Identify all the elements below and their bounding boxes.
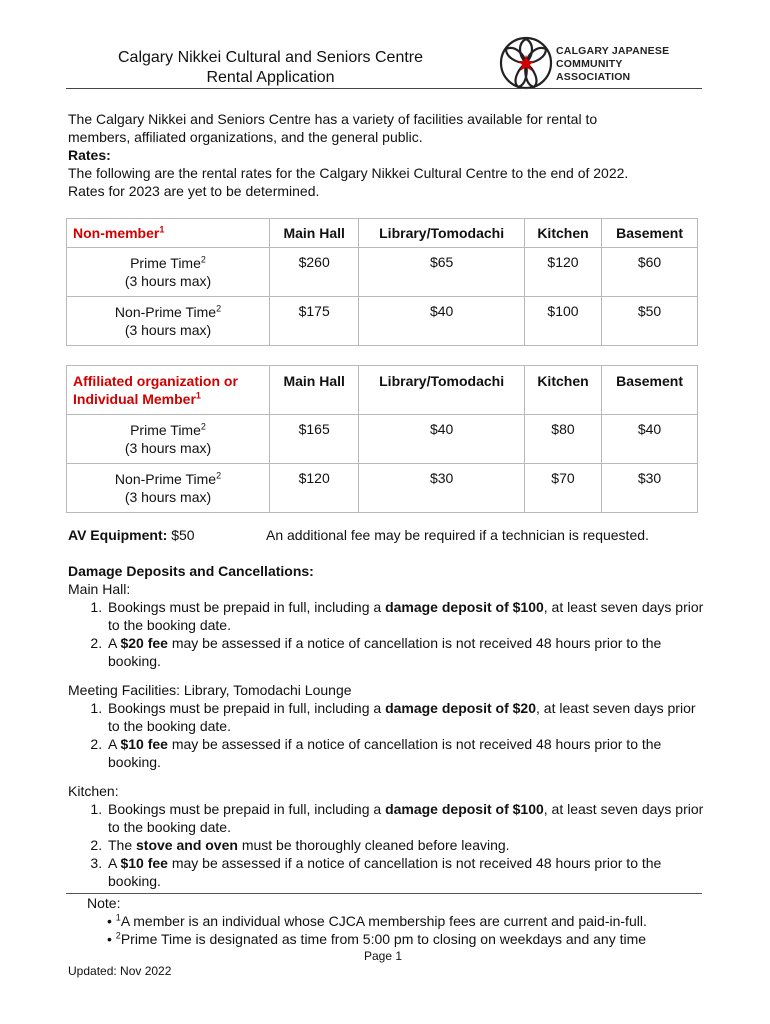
- column-header: Library/Tomodachi: [359, 366, 525, 415]
- footnote-ref: 2: [216, 470, 222, 481]
- row-label-cell: [67, 297, 270, 346]
- nonmember-rates-table: [66, 218, 698, 346]
- intro-line-3: The following are the rental rates for the Calgary Nikkei Cultural Centre to the end of 2022.: [68, 165, 629, 181]
- price-cell: $60: [602, 248, 698, 297]
- item-text: may be assessed if a notice of cancellation is not received 48 hours prior to the booking.: [108, 736, 662, 770]
- list-item: [106, 598, 708, 634]
- footnote-ref: 1: [195, 390, 201, 401]
- list-item: [106, 699, 708, 735]
- row-sublabel: (3 hours max): [124, 440, 212, 456]
- notes-heading: Note:: [87, 895, 121, 911]
- list-item: [106, 854, 708, 890]
- deposits-heading: Damage Deposits and Cancellations:: [68, 563, 314, 579]
- price-cell: $100: [524, 297, 601, 346]
- intro-line-1: The Calgary Nikkei and Seniors Centre has a variety of facilities available for rental to: [68, 111, 598, 127]
- row-sublabel: (3 hours max): [124, 322, 212, 338]
- item-emphasis: damage deposit of $100: [385, 599, 544, 615]
- column-header: Basement: [602, 366, 698, 415]
- item-emphasis: damage deposit of $20: [385, 700, 536, 716]
- item-text: Bookings must be prepaid in full, including a: [108, 801, 386, 817]
- meeting-facilities-section: [68, 681, 708, 771]
- intro-section: [68, 110, 703, 200]
- main-hall-section: [68, 580, 708, 670]
- table-row: [67, 297, 698, 346]
- kitchen-section: [68, 782, 708, 890]
- footnote-ref: 2: [200, 421, 206, 432]
- intro-line-4: Rates for 2023 are yet to be determined.: [68, 183, 320, 199]
- price-cell: $120: [270, 464, 359, 513]
- document-title: [88, 48, 453, 88]
- logo-text: [556, 45, 698, 84]
- item-text: A: [108, 736, 121, 752]
- item-text: may be assessed if a notice of cancellation is not received 48 hours prior to the booking.: [108, 635, 662, 669]
- table-header-row: [67, 366, 698, 415]
- logo-text-line-1: CALGARY JAPANESE: [556, 45, 670, 57]
- av-label: AV Equipment:: [68, 527, 168, 543]
- item-emphasis: stove and oven: [136, 837, 238, 853]
- item-text: must be thoroughly cleaned before leaving.: [237, 837, 510, 853]
- item-text: Bookings must be prepaid in full, including a: [108, 700, 386, 716]
- row-label: Non-Prime Time: [114, 471, 217, 487]
- table-row: [67, 415, 698, 464]
- item-text: A: [108, 635, 121, 651]
- item-emphasis: $20 fee: [120, 635, 168, 651]
- category-cell: [67, 219, 270, 248]
- item-text: A: [108, 855, 121, 871]
- list-item: [106, 735, 708, 771]
- item-text: may be assessed if a notice of cancellation is not received 48 hours prior to the booking.: [108, 855, 662, 889]
- price-cell: $175: [270, 297, 359, 346]
- category-cell: [67, 366, 270, 415]
- intro-line-2: members, affiliated organizations, and the general public.: [68, 129, 423, 145]
- price-cell: $40: [359, 297, 525, 346]
- price-cell: $120: [524, 248, 601, 297]
- note-item: [87, 930, 707, 948]
- item-text: Bookings must be prepaid in full, including a: [108, 599, 386, 615]
- main-hall-heading: Main Hall:: [68, 581, 131, 597]
- bullet: •: [107, 931, 112, 947]
- price-cell: $50: [602, 297, 698, 346]
- footnote-ref: 1: [159, 224, 165, 235]
- notes-section: [87, 894, 707, 948]
- note-item: [87, 912, 707, 930]
- rates-heading: Rates:: [68, 147, 111, 163]
- title-line-2: Rental Application: [206, 69, 335, 86]
- kitchen-heading: Kitchen:: [68, 783, 119, 799]
- price-cell: $165: [270, 415, 359, 464]
- cjca-logo: [498, 33, 698, 93]
- column-header: Kitchen: [524, 366, 601, 415]
- footnote-ref: 1: [115, 912, 121, 923]
- item-emphasis: damage deposit of $100: [385, 801, 544, 817]
- row-label: Non-Prime Time: [114, 304, 217, 320]
- updated-date: Updated: Nov 2022: [68, 964, 172, 978]
- page-number: Page 1: [364, 949, 403, 963]
- table-header-row: [67, 219, 698, 248]
- category-label-line-1: Affiliated organization or: [73, 373, 238, 389]
- title-line-1: Calgary Nikkei Cultural and Seniors Centre: [117, 49, 424, 66]
- column-header: Kitchen: [524, 219, 601, 248]
- row-label: Prime Time: [130, 255, 201, 271]
- row-label-cell: [67, 464, 270, 513]
- item-emphasis: $10 fee: [120, 855, 168, 871]
- row-label-cell: [67, 248, 270, 297]
- list-item: [106, 836, 708, 854]
- item-text: The: [108, 837, 137, 853]
- list-item: [106, 800, 708, 836]
- footnote-ref: 2: [115, 930, 121, 941]
- row-sublabel: (3 hours max): [124, 489, 212, 505]
- bullet: •: [107, 913, 112, 929]
- meeting-heading: Meeting Facilities: Library, Tomodachi Lounge: [68, 682, 352, 698]
- price-cell: $65: [359, 248, 525, 297]
- price-cell: $80: [524, 415, 601, 464]
- column-header: Main Hall: [270, 219, 359, 248]
- av-equipment-line: [68, 526, 708, 544]
- category-label: Non-member: [73, 225, 160, 241]
- price-cell: $70: [524, 464, 601, 513]
- list-item: [106, 634, 708, 670]
- category-label-line-2: Individual Member: [73, 391, 196, 407]
- table-row: [67, 464, 698, 513]
- column-header: Basement: [602, 219, 698, 248]
- item-text: , at least seven days prior to the booking date.: [108, 599, 704, 633]
- column-header: Main Hall: [270, 366, 359, 415]
- footnote-ref: 2: [216, 303, 222, 314]
- price-cell: $30: [602, 464, 698, 513]
- price-cell: $30: [359, 464, 525, 513]
- logo-text-line-2: COMMUNITY ASSOCIATION: [556, 58, 631, 83]
- av-price: $50: [171, 527, 195, 543]
- footnote-ref: 2: [200, 254, 206, 265]
- item-text: , at least seven days prior to the booking date.: [108, 700, 696, 734]
- av-note: An additional fee may be required if a technician is requested.: [266, 527, 649, 543]
- price-cell: $260: [270, 248, 359, 297]
- item-text: , at least seven days prior to the booking date.: [108, 801, 704, 835]
- affiliated-rates-table: [66, 365, 698, 513]
- price-cell: $40: [359, 415, 525, 464]
- row-sublabel: (3 hours max): [124, 273, 212, 289]
- price-cell: $40: [602, 415, 698, 464]
- note-text: A member is an individual whose CJCA membership fees are current and paid-in-full.: [120, 913, 647, 929]
- item-emphasis: $10 fee: [120, 736, 168, 752]
- row-label: Prime Time: [130, 422, 201, 438]
- table-row: [67, 248, 698, 297]
- header-divider: [66, 88, 702, 89]
- cherry-blossom-logo-icon: [498, 33, 554, 93]
- row-label-cell: [67, 415, 270, 464]
- column-header: Library/Tomodachi: [359, 219, 525, 248]
- note-text: Prime Time is designated as time from 5:00 pm to closing on weekdays and any time: [120, 931, 647, 947]
